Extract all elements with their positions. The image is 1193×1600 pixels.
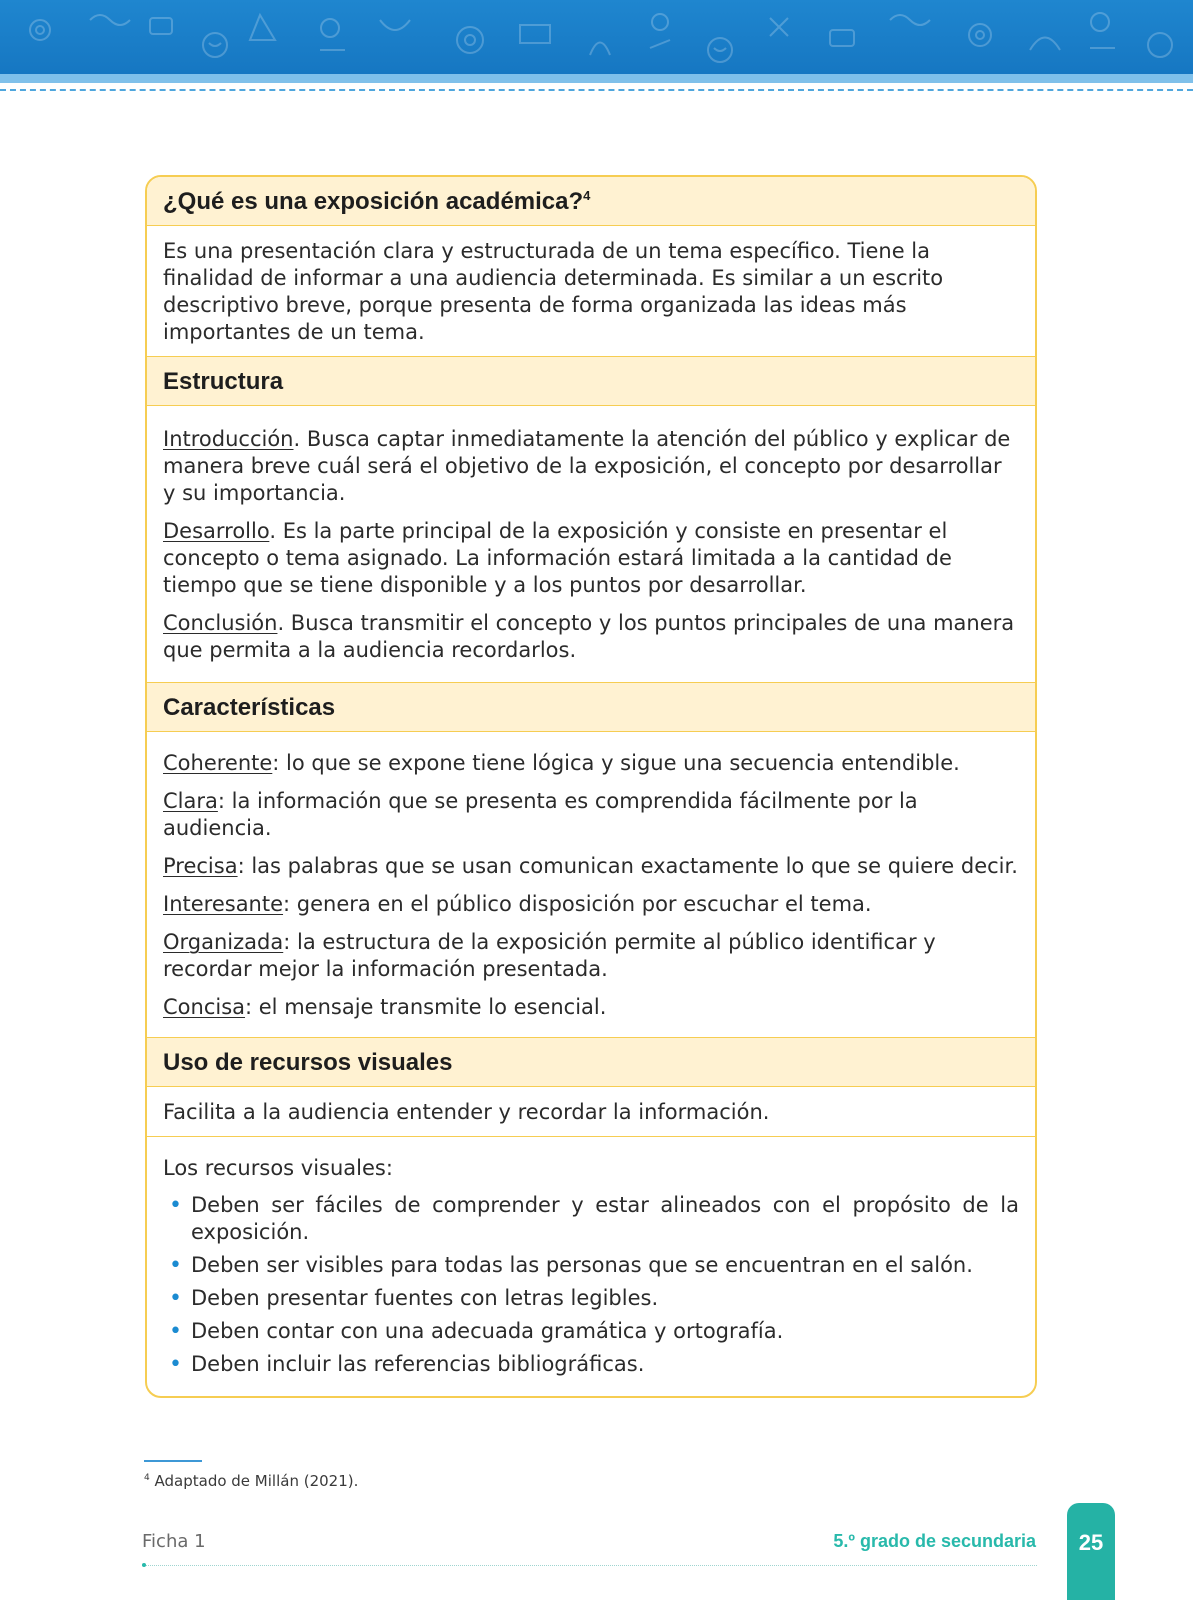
- page-number: 25: [1078, 1530, 1104, 1555]
- term-label: Desarrollo: [163, 519, 270, 543]
- recursos-intro-text: Los recursos visuales:: [163, 1156, 393, 1180]
- term-label: Interesante: [163, 892, 284, 916]
- term-label: Concisa: [163, 995, 246, 1019]
- list-item: [163, 1285, 1019, 1312]
- term-label: Clara: [163, 789, 218, 813]
- characteristic-item: [163, 994, 1019, 1021]
- section-body-recursos-summary: [147, 1087, 1035, 1137]
- term-description: : lo que se expone tiene lógica y sigue una secuencia entendible.: [272, 751, 960, 775]
- bullet-icon: •: [169, 1253, 182, 1278]
- footer-dot-icon: [142, 1563, 146, 1567]
- footnote: [144, 1472, 358, 1490]
- section-heading-recursos-visuales: Uso de recursos visuales: [147, 1038, 1035, 1087]
- list-item: [163, 1192, 1019, 1246]
- footnote-text: Adaptado de Millán (2021).: [154, 1472, 359, 1490]
- term-description: : la información que se presenta es comprendida fácilmente por la audiencia.: [163, 789, 918, 840]
- definition-text: Es una presentación clara y estructurada de un tema específico. Tiene la finalidad de informar a una audiencia determinada. Es similar a un escrito descriptivo breve, porque presenta de forma organizada las ideas más importantes de un tema.: [163, 239, 944, 344]
- term-label: Conclusión: [163, 611, 278, 635]
- section-body-recursos-list: [147, 1137, 1035, 1396]
- term-label: Coherente: [163, 751, 273, 775]
- footer-ficha-label: Ficha 1: [142, 1531, 206, 1552]
- info-table: [145, 175, 1037, 1398]
- term-description: : la estructura de la exposición permite al público identificar y recordar mejor la información presentada.: [163, 930, 936, 981]
- characteristic-item: [163, 929, 1019, 983]
- footnote-mark: 4: [144, 1473, 150, 1483]
- term-description: : genera en el público disposición por escuchar el tema.: [283, 892, 872, 916]
- section-heading-estructura: Estructura: [147, 357, 1035, 406]
- term-label: Organizada: [163, 930, 284, 954]
- bullet-icon: •: [169, 1193, 182, 1218]
- recursos-summary-text: Facilita a la audiencia entender y recordar la información.: [163, 1100, 770, 1124]
- characteristic-item: [163, 750, 1019, 777]
- footer-grade-label: 5.º grado de secundaria: [833, 1531, 1036, 1551]
- characteristic-item: [163, 891, 1019, 918]
- list-item-text: Deben incluir las referencias bibliográficas.: [191, 1352, 645, 1376]
- term-label: Precisa: [163, 854, 238, 878]
- structure-item: [163, 426, 1019, 507]
- bullet-icon: •: [169, 1352, 182, 1377]
- list-item-text: Deben ser fáciles de comprender y estar alineados con el propósito de la exposición.: [191, 1193, 1019, 1244]
- list-item-text: Deben presentar fuentes con letras legibles.: [191, 1286, 659, 1310]
- term-description: . Busca transmitir el concepto y los puntos principales de una manera que permita a la audiencia recordarlos.: [163, 611, 1015, 662]
- term-description: . Es la parte principal de la exposición y consiste en presentar el concepto o tema asignado. La información estará limitada a la cantidad de tiempo que se tiene disponible y a los puntos por desarrollar.: [163, 519, 952, 597]
- list-item-text: Deben contar con una adecuada gramática y ortografía.: [191, 1319, 784, 1343]
- structure-item: [163, 518, 1019, 599]
- characteristic-item: [163, 853, 1019, 880]
- header-stripe: [0, 74, 1193, 83]
- section-body-exposicion: [147, 226, 1035, 357]
- footnote-marker: 4: [583, 188, 591, 203]
- term-description: : las palabras que se usan comunican exactamente lo que se quiere decir.: [237, 854, 1018, 878]
- list-item: [163, 1351, 1019, 1378]
- list-item: [163, 1318, 1019, 1345]
- term-label: Introducción: [163, 427, 294, 451]
- section-heading-exposicion: [147, 177, 1035, 226]
- term-description: . Busca captar inmediatamente la atención del público y explicar de manera breve cuál será el objetivo de la exposición, el concepto por desarrollar y su importancia.: [163, 427, 1011, 505]
- doodle-pattern-icon: [0, 0, 1193, 74]
- list-item-text: Deben ser visibles para todas las personas que se encuentran en el salón.: [191, 1253, 973, 1277]
- footnote-rule: [144, 1460, 202, 1462]
- section-body-estructura: [147, 406, 1035, 683]
- recursos-bullet-list: [163, 1192, 1019, 1378]
- section-body-caracteristicas: [147, 732, 1035, 1038]
- header-banner: [0, 0, 1193, 74]
- section-heading-text: ¿Qué es una exposición académica?: [163, 188, 584, 215]
- characteristic-item: [163, 788, 1019, 842]
- bullet-icon: •: [169, 1319, 182, 1344]
- footer-dotted-rule: [142, 1565, 1037, 1566]
- header-dashed-rule: [0, 89, 1193, 91]
- term-description: : el mensaje transmite lo esencial.: [245, 995, 607, 1019]
- section-heading-caracteristicas: Características: [147, 683, 1035, 732]
- bullet-icon: •: [169, 1286, 182, 1311]
- list-item: [163, 1252, 1019, 1279]
- structure-item: [163, 610, 1019, 664]
